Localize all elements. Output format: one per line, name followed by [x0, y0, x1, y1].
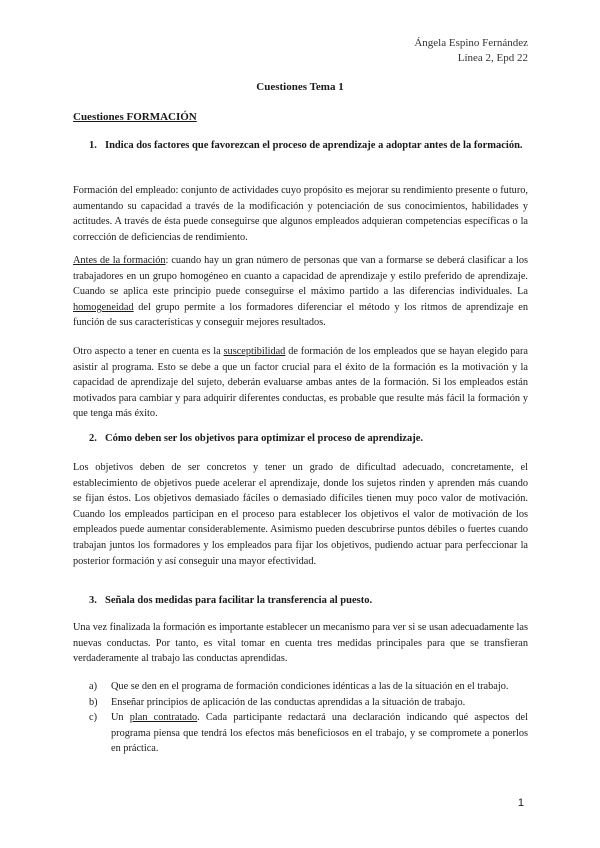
- paragraph-definition: Formación del empleado: conjunto de actividades cuyo propósito es mejorar su rendimiento presente o futuro, aumentando su capacidad a través de la modificación y potenciación de sus conocimientos, habilidades y actitudes. A través de ésta puede conseguirse que algunos empleados adquieran competencias específicas o la corrección de deficiencias de rendimiento.: [73, 185, 528, 243]
- list-item: [73, 695, 528, 711]
- paragraph-before-training: [73, 253, 528, 331]
- underlined-term: susceptibilidad: [223, 346, 286, 357]
- list-item-body: [111, 710, 528, 757]
- section-title: Cuestiones FORMACIÓN: [73, 111, 197, 123]
- question-1: [73, 139, 528, 169]
- author-header: [414, 36, 528, 66]
- list-item-text: Que se den en el programa de formación condiciones idénticas a las de la situación en el trabajo.: [111, 681, 509, 692]
- author-group: Línea 2, Epd 22: [457, 52, 528, 64]
- measures-list: [73, 679, 528, 757]
- author-name: Ángela Espino Fernández: [414, 37, 528, 49]
- paragraph-susceptibility: [73, 344, 528, 422]
- paragraph-objectives: Los objetivos deben de ser concretos y tener un grado de dificultad adecuado, concretamente, el establecimiento de objetivos puede acelerar el aprendizaje, donde los sujetos rinden y aprenden más cuando se fijan éstos. Los objetivos demasiado fáciles o demasiado difíciles tienen muy poco valor de motivación. Cuando los empleados participan en el proceso para establecer los objetivos el valor de motivación de los empleados puede aumentar considerablemente. Asimismo pueden descubrirse puntos débiles o fuertes cuando trabajan juntos los formadores y los empleados para fijar los objetivos, pudiendo actuar para perfeccionar la posterior formación y así conseguir una mayor efectividad.: [73, 462, 528, 567]
- underlined-term: Antes de la formación: [73, 255, 166, 266]
- list-item: [73, 710, 528, 757]
- paragraph-text: Otro aspecto a tener en cuenta es la: [73, 346, 224, 357]
- list-item: [73, 679, 528, 695]
- question-number: 2.: [89, 433, 97, 444]
- list-marker: c): [89, 712, 97, 724]
- question-number: 3.: [89, 595, 97, 606]
- question-3: [73, 594, 528, 610]
- paragraph-text: de formación de los empleados que se hayan elegido para asistir al programa. Esto se debe a que un factor crucial para el éxito de la formación es la motivación y la capacidad de aprendizaje del sujeto, deberán evaluarse ambas antes de la formación. Si los empleados están motivados para cambiar y para adquirir diferentes conductas, es probable que resulte más fácil la formación y que tenga más éxito.: [73, 346, 528, 420]
- list-item-text: Enseñar principios de aplicación de las conductas aprendidas a la situación de trabajo.: [111, 696, 466, 708]
- page-number: 1: [517, 797, 524, 809]
- list-item-prefix: Un: [111, 712, 130, 724]
- underlined-term: homogeneidad: [73, 301, 134, 313]
- question-text: Cómo deben ser los objetivos para optimizar el proceso de aprendizaje.: [105, 433, 423, 444]
- list-item-text: . Cada participante redactará una declaración indicando qué aspectos del programa piensa que tendrá los efectos más beneficiosos en el trabajo, y se compromete a ponerlos en práctica.: [111, 712, 528, 755]
- question-number: 1.: [89, 140, 97, 151]
- list-marker: b): [89, 696, 98, 708]
- question-text: Indica dos factores que favorezcan el proceso de aprendizaje a adoptar antes de la formación.: [105, 140, 523, 151]
- paragraph-text: : cuando hay un gran número de personas que van a formarse se deberá clasificar a los trabajadores en un grupo homogéneo en cuanto a capacidad de aprendizaje y estilo preferido de aprendizaje. Cuando se aplica este principio puede conseguirse el máximo partido a las diferencias individuales. La: [73, 255, 528, 298]
- list-marker: a): [89, 681, 97, 692]
- underlined-term: plan contratado: [129, 712, 198, 724]
- paragraph-text: del grupo permite a los formadores diferenciar el método y los ritmos de aprendizaje en función de sus características y conseguir mejores resultados.: [73, 301, 528, 329]
- question-text: Señala dos medidas para facilitar la transferencia al puesto.: [105, 595, 373, 606]
- paragraph-transfer: Una vez finalizada la formación es importante establecer un mecanismo para ver si se usan adecuadamente las nuevas conductas. Por tanto, es vital tomar en cuenta tres medidas principales para que se transfieran verdaderamente al trabajo las conductas aprendidas.: [73, 622, 528, 665]
- document-title: Cuestiones Tema 1: [256, 81, 344, 93]
- question-2: [73, 432, 528, 448]
